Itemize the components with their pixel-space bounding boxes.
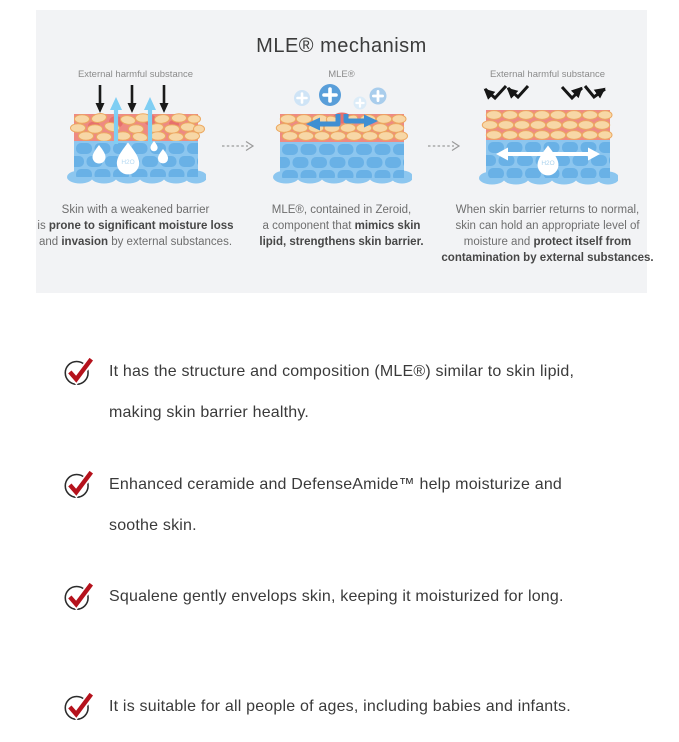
- checkmark-icon: [63, 581, 94, 612]
- checkmark-icon: [63, 691, 94, 722]
- column-label: External harmful substance: [77, 69, 194, 80]
- caption-mle: MLE®, contained in Zeroid, a component that mimics skin lipid, strengthens skin barrier.: [259, 204, 424, 248]
- benefit-text: It has the structure and composition (MLE®) similar to skin lipid, making skin barrier healthy.: [109, 363, 575, 421]
- checkmark-icon: [63, 356, 94, 387]
- caption-weakened-barrier: Skin with a weakened barrier is prone to significant moisture loss and invasion by external substances.: [37, 204, 234, 248]
- benefit-item: [63, 356, 574, 433]
- benefit-text: It is suitable for all people of ages, including babies and infants.: [109, 698, 571, 715]
- h2o-label: H2O: [540, 160, 555, 167]
- column-label: External harmful substance: [489, 69, 606, 80]
- benefit-text: Squalene gently envelops skin, keeping it moisturized for long.: [109, 588, 564, 605]
- diagram-row: [36, 69, 654, 266]
- benefit-item: [63, 581, 564, 617]
- dashed-arrow-icon: [221, 139, 257, 153]
- normal-skin-diagram-icon: [478, 84, 618, 194]
- h2o-label: H2O: [120, 159, 135, 166]
- mle-skin-diagram-icon: [272, 84, 412, 194]
- weakened-skin-diagram-icon: [66, 84, 206, 194]
- panel-title: MLE® mechanism: [256, 35, 427, 57]
- skin-cells: [482, 111, 612, 140]
- deflected-arrows-icon: [485, 86, 605, 98]
- dashed-arrow-icon: [427, 139, 463, 153]
- column-normal-barrier: [441, 69, 654, 266]
- caption-normal-barrier: When skin barrier returns to normal, skin can hold an appropriate level of moisture and protect itself from contamination by external substances.: [441, 204, 654, 264]
- checkmark-icon: [63, 469, 94, 500]
- harmful-substance-arrows-icon: [95, 85, 168, 113]
- column-weakened-barrier: [37, 69, 234, 250]
- mechanism-panel: [36, 10, 654, 293]
- benefit-item: [63, 691, 571, 727]
- column-mle: [257, 69, 427, 250]
- mle-particle-icons: [294, 84, 387, 110]
- benefit-text: Enhanced ceramide and DefenseAmide™ help moisturize and soothe skin.: [109, 476, 563, 534]
- benefit-item: [63, 469, 562, 546]
- column-label: MLE®: [328, 69, 355, 80]
